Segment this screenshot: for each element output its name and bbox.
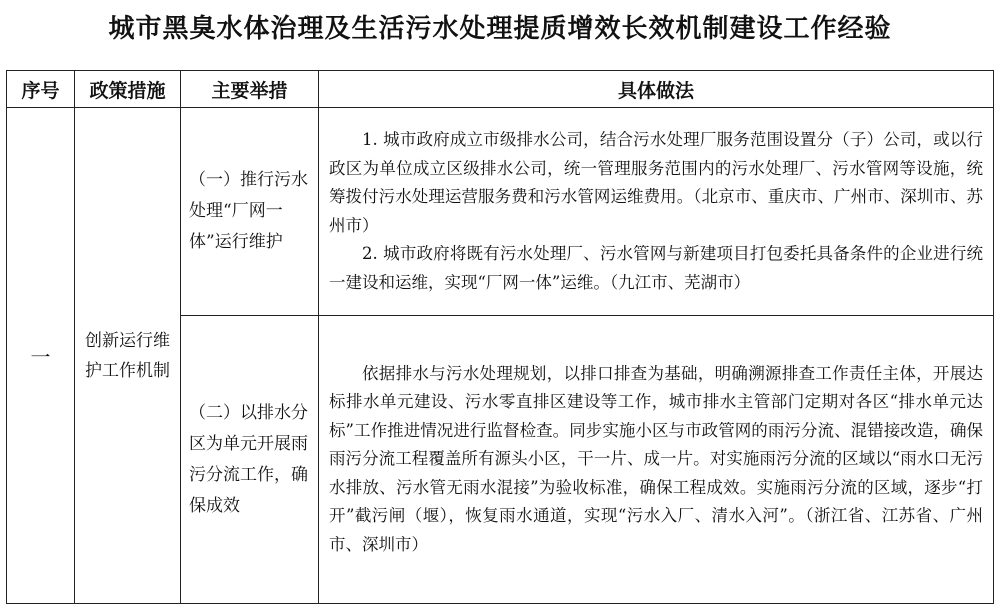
- header-policy: 政策措施: [75, 71, 181, 108]
- detail-paragraph: 2. 城市政府将既有污水处理厂、污水管网与新建项目打包委托具备条件的企业进行统一建设和运维，实现“厂网一体”运维。（九江市、芜湖市）: [329, 244, 983, 292]
- header-measure: 主要举措: [181, 71, 319, 108]
- detail-cell-2: [319, 316, 994, 604]
- detail-cell-1: [319, 108, 994, 316]
- header-number: 序号: [7, 71, 75, 108]
- detail-paragraph: 依据排水与污水处理规划，以排口排查为基础，明确溯源排查工作责任主体，开展达标排水单元建设、污水零直排区建设等工作，城市排水主管部门定期对各区“排水单元达标”工作推进情况进行监督检查。同步实施小区与市政管网的雨污分流、混错接改造，确保雨污分流工程覆盖所有源头小区，干一片、成一片。对实施雨污分流的区域以“雨水口无污水排放、污水管无雨水混接”为验收标准，确保工程成效。实施雨污分流的区域，逐步“打开”截污闸（堰），恢复雨水通道，实现“污水入厂、清水入河”。（浙江省、江苏省、广州市、深圳市）: [329, 363, 983, 554]
- detail-paragraph: 1. 城市政府成立市级排水公司，结合污水处理厂服务范围设置分（子）公司，或以行政区为单位成立区级排水公司，统一管理服务范围内的污水处理厂、污水管网等设施，统筹拨付污水处理运营服务费和污水管网运维费用。（北京市、重庆市、广州市、深圳市、苏州市）: [329, 130, 983, 235]
- table-row: [7, 108, 994, 316]
- table-header-row: [7, 71, 994, 108]
- header-detail: 具体做法: [319, 71, 994, 108]
- measure-cell-1: （一）推行污水处理“厂网一体”运行维护: [181, 108, 319, 316]
- measure-cell-2: （二）以排水分区为单元开展雨污分流工作，确保成效: [181, 316, 319, 604]
- policy-cell: 创新运行维护工作机制: [75, 108, 181, 604]
- row-number: 一: [7, 108, 75, 604]
- policy-table: [6, 70, 994, 604]
- page-title: 城市黑臭水体治理及生活污水处理提质增效长效机制建设工作经验: [108, 14, 892, 44]
